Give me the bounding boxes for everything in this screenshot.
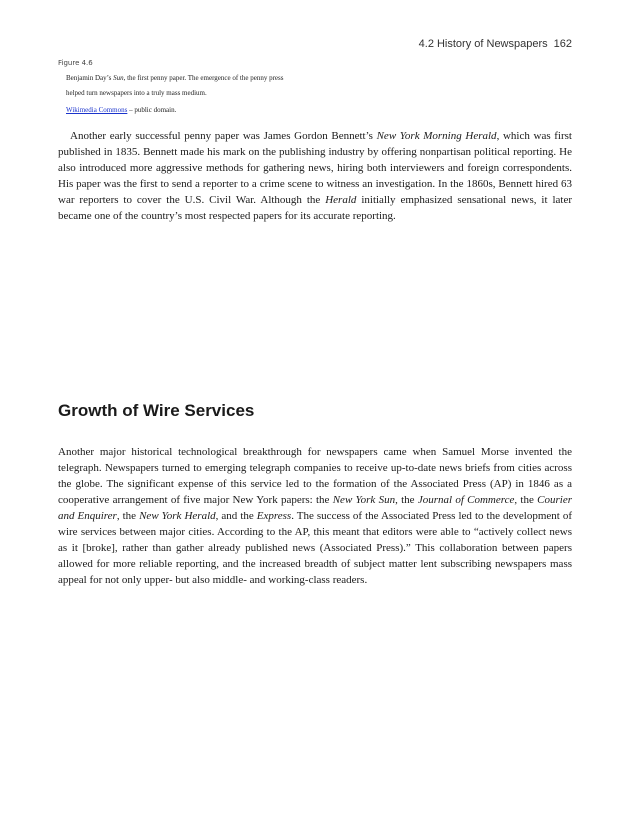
caption-text: Benjamin Day’s <box>66 74 114 82</box>
text-run: , and the <box>215 510 257 522</box>
caption-text: helped turn newspapers into a truly mass medium. <box>66 89 207 97</box>
text-run: , the <box>116 510 140 522</box>
page-number: 162 <box>553 38 572 50</box>
italic-title: Express <box>256 510 292 522</box>
text-run: . The success of the Associated Press led to the development of wire services between major cities. According to the AP, this meant that editors were able to “actively collect news as it [broke], rather than gather already published news (Associated Press).” This collaboration between papers allowed for more reliable reporting, and the increased breadth of subject matter lent subscribing newspapers mass appeal for not only upper- but also middle- and working-class readers. <box>58 510 572 586</box>
figure-caption <box>66 71 458 101</box>
caption-text: , the first penny paper. The emergence of the penny press <box>123 74 284 82</box>
caption-italic-title: Sun <box>113 74 124 82</box>
figure-credit <box>66 106 458 114</box>
italic-title: Herald <box>325 194 357 206</box>
wikimedia-commons-link[interactable]: Wikimedia Commons <box>66 106 128 114</box>
text-run: initially emphasized sensational news, it later became one of the country’s most respected papers for its accurate reporting. <box>58 194 573 222</box>
text-run: , which was first published in 1835. Bennett made his mark on the publishing industry by offering nonpartisan political reporting. He also introduced more aggressive methods for gathering news, hiring both interviewers and foreign correspondents. His paper was the first to send a reporter to a crime scene to witness an investigation. In the 1860s, Bennett hired 63 war reporters to cover the U.S. Civil War. Although the <box>58 130 572 206</box>
italic-title: Courier and Enquirer <box>58 494 572 522</box>
header-section-title: 4.2 History of Newspapers <box>418 38 548 50</box>
paragraph-penny-papers <box>58 128 572 224</box>
text-run: , the <box>514 494 538 506</box>
text-run: Another major historical technological breakthrough for newspapers came when Samuel Morse invented the telegraph. Newspapers turned to emerging telegraph companies to receive up-to-date news briefs from cities across the globe. The significant expense of this service led to the formation of the Associated Press (AP) in 1846 as a cooperative arrangement of five major New York papers: the <box>58 446 572 506</box>
figure-label: Figure 4.6 <box>58 59 93 67</box>
italic-title: Journal of Commerce <box>417 494 515 506</box>
running-header <box>419 38 572 50</box>
paragraph-wire-services <box>58 444 572 588</box>
credit-license: – public domain. <box>127 106 177 114</box>
section-heading: Growth of Wire Services <box>58 401 255 420</box>
text-run: Another early successful penny paper was James Gordon Bennett’s <box>70 130 377 142</box>
italic-title: New York Sun <box>332 494 396 506</box>
italic-title: New York Herald <box>139 510 216 522</box>
text-run: , the <box>395 494 418 506</box>
italic-title: New York Morning Herald <box>376 130 497 142</box>
figure-block <box>58 59 458 114</box>
